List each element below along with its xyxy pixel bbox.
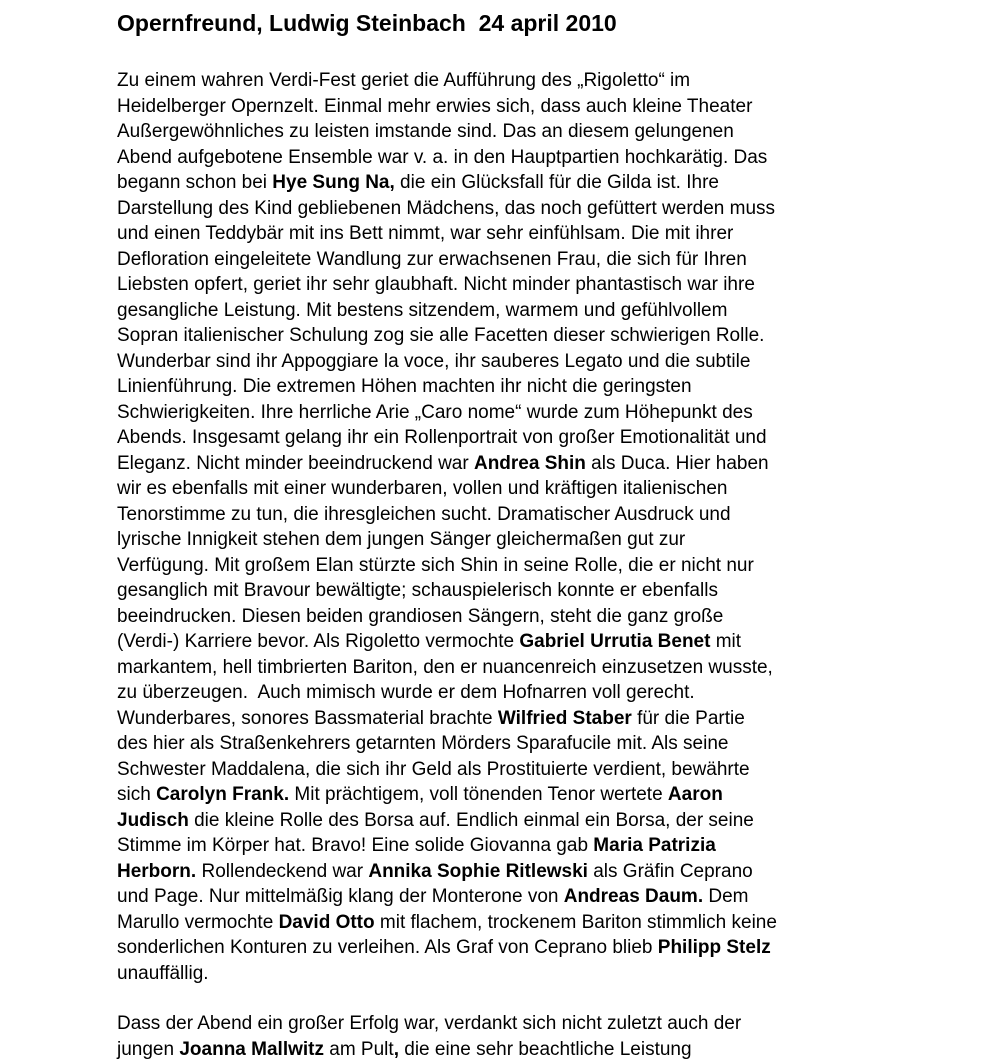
- article-body: [117, 68, 997, 1062]
- text-line: [117, 859, 997, 885]
- text-run: die ein Glücksfall für die Gilda ist. Ihre: [395, 172, 719, 193]
- text-line: [117, 323, 997, 349]
- text-line: [117, 935, 997, 961]
- text-run: am Pult: [324, 1039, 394, 1060]
- text-run: gesangliche Leistung. Mit bestens sitzendem, warmem und gefühlvollem: [117, 300, 727, 321]
- performer-name: Philipp Stelz: [658, 937, 771, 958]
- performer-name: Annika Sophie Ritlewski: [368, 861, 588, 882]
- text-run: Außergewöhnliches zu leisten imstande sind. Das an diesem gelungenen: [117, 121, 734, 142]
- text-line: [117, 298, 997, 324]
- document-page: [117, 8, 997, 1062]
- text-run: Dem: [703, 886, 748, 907]
- text-run: wir es ebenfalls mit einer wunderbaren, vollen und kräftigen italienischen: [117, 478, 727, 499]
- text-line: [117, 757, 997, 783]
- text-run: mit flachem, trockenem Bariton stimmlich keine: [375, 912, 777, 933]
- text-line: [117, 502, 997, 528]
- text-run: Mit prächtigem, voll tönenden Tenor wertete: [289, 784, 668, 805]
- text-line: [117, 1011, 997, 1037]
- text-run: jungen: [117, 1039, 179, 1060]
- text-line: [117, 629, 997, 655]
- text-run: als Duca. Hier haben: [586, 453, 769, 474]
- text-run: gesanglich mit Bravour bewältigte; schauspielerisch konnte er ebenfalls: [117, 580, 718, 601]
- performer-name: Andreas Daum.: [564, 886, 703, 907]
- text-line: [117, 553, 997, 579]
- text-run: mit: [710, 631, 741, 652]
- text-line: [117, 655, 997, 681]
- text-run: für die Partie: [632, 708, 745, 729]
- text-run: Linienführung. Die extremen Höhen machten ihr nicht die geringsten: [117, 376, 692, 397]
- performer-name: Maria Patrizia: [593, 835, 716, 856]
- text-line: [117, 1037, 997, 1062]
- text-line: [117, 451, 997, 477]
- text-line: [117, 170, 997, 196]
- performer-name: Judisch: [117, 810, 189, 831]
- text-run: die kleine Rolle des Borsa auf. Endlich einmal ein Borsa, der seine: [189, 810, 754, 831]
- document-title: Opernfreund, Ludwig Steinbach 24 april 2010: [117, 8, 997, 38]
- text-run: Schwester Maddalena, die sich ihr Geld als Prostituierte verdient, bewährte: [117, 759, 750, 780]
- text-run: Marullo vermochte: [117, 912, 279, 933]
- text-line: [117, 604, 997, 630]
- text-line: [117, 221, 997, 247]
- text-line: [117, 731, 997, 757]
- text-line: [117, 94, 997, 120]
- text-line: [117, 884, 997, 910]
- text-run: Tenorstimme zu tun, die ihresgleichen sucht. Dramatischer Ausdruck und: [117, 504, 731, 525]
- text-run: und Page. Nur mittelmäßig klang der Monterone von: [117, 886, 564, 907]
- text-line: [117, 782, 997, 808]
- text-run: Heidelberger Opernzelt. Einmal mehr erwies sich, dass auch kleine Theater: [117, 96, 752, 117]
- text-run: Abends. Insgesamt gelang ihr ein Rollenportrait von großer Emotionalität und: [117, 427, 767, 448]
- text-line: [117, 961, 997, 987]
- text-line: [117, 425, 997, 451]
- performer-name: Andrea Shin: [474, 453, 586, 474]
- text-run: Schwierigkeiten. Ihre herrliche Arie „Caro nome“ wurde zum Höhepunkt des: [117, 402, 753, 423]
- text-line: [117, 706, 997, 732]
- text-run: zu überzeugen. Auch mimisch wurde er dem Hofnarren voll gerecht.: [117, 682, 695, 703]
- text-run: Sopran italienischer Schulung zog sie alle Facetten dieser schwierigen Rolle.: [117, 325, 764, 346]
- text-run: unauffällig.: [117, 963, 209, 984]
- performer-name: Herborn.: [117, 861, 196, 882]
- text-line: [117, 476, 997, 502]
- text-run: Zu einem wahren Verdi-Fest geriet die Aufführung des „Rigoletto“ im: [117, 70, 690, 91]
- performer-name: David Otto: [279, 912, 375, 933]
- text-run: markantem, hell timbrierten Bariton, den er nuancenreich einzusetzen wusste,: [117, 657, 773, 678]
- text-run: Defloration eingeleitete Wandlung zur erwachsenen Frau, die sich für Ihren: [117, 249, 747, 270]
- text-line: [117, 349, 997, 375]
- text-run: Verfügung. Mit großem Elan stürzte sich Shin in seine Rolle, die er nicht nur: [117, 555, 754, 576]
- text-run: Stimme im Körper hat. Bravo! Eine solide Giovanna gab: [117, 835, 593, 856]
- performer-name: Aaron: [668, 784, 723, 805]
- text-run: lyrische Innigkeit stehen dem jungen Sänger gleichermaßen gut zur: [117, 529, 685, 550]
- performer-name: Gabriel Urrutia Benet: [519, 631, 710, 652]
- text-run: Abend aufgebotene Ensemble war v. a. in den Hauptpartien hochkarätig. Das: [117, 147, 767, 168]
- text-line: [117, 578, 997, 604]
- text-line: [117, 196, 997, 222]
- text-run: Wunderbares, sonores Bassmaterial brachte: [117, 708, 498, 729]
- text-run: sonderlichen Konturen zu verleihen. Als Graf von Ceprano blieb: [117, 937, 658, 958]
- paragraph: [117, 1011, 997, 1062]
- text-line: [117, 68, 997, 94]
- text-line: [117, 374, 997, 400]
- performer-name: Hye Sung Na,: [272, 172, 394, 193]
- text-run: Darstellung des Kind gebliebenen Mädchens, das noch gefüttert werden muss: [117, 198, 775, 219]
- text-line: [117, 910, 997, 936]
- text-line: [117, 247, 997, 273]
- text-run: Wunderbar sind ihr Appoggiare la voce, ihr sauberes Legato und die subtile: [117, 351, 750, 372]
- text-run: Rollendeckend war: [196, 861, 368, 882]
- text-line: [117, 145, 997, 171]
- text-line: [117, 833, 997, 859]
- performer-name: Wilfried Staber: [498, 708, 632, 729]
- text-line: [117, 400, 997, 426]
- text-run: Dass der Abend ein großer Erfolg war, verdankt sich nicht zuletzt auch der: [117, 1013, 741, 1034]
- text-run: (Verdi-) Karriere bevor. Als Rigoletto vermochte: [117, 631, 519, 652]
- text-run: des hier als Straßenkehrers getarnten Mörders Sparafucile mit. Als seine: [117, 733, 728, 754]
- text-line: [117, 680, 997, 706]
- text-run: und einen Teddybär mit ins Bett nimmt, war sehr einfühlsam. Die mit ihrer: [117, 223, 733, 244]
- text-line: [117, 808, 997, 834]
- text-run: Eleganz. Nicht minder beeindruckend war: [117, 453, 474, 474]
- text-line: [117, 272, 997, 298]
- text-run: beeindrucken. Diesen beiden grandiosen Sängern, steht die ganz große: [117, 606, 723, 627]
- text-run: begann schon bei: [117, 172, 272, 193]
- paragraph: [117, 68, 997, 986]
- text-line: [117, 527, 997, 553]
- text-line: [117, 119, 997, 145]
- performer-name: Joanna Mallwitz: [179, 1039, 324, 1060]
- text-run: die eine sehr beachtliche Leistung: [399, 1039, 692, 1060]
- text-run: als Gräfin Ceprano: [588, 861, 753, 882]
- text-run: Liebsten opfert, geriet ihr sehr glaubhaft. Nicht minder phantastisch war ihre: [117, 274, 755, 295]
- text-run: sich: [117, 784, 156, 805]
- performer-name: Carolyn Frank.: [156, 784, 289, 805]
- performer-name: ,: [394, 1039, 399, 1060]
